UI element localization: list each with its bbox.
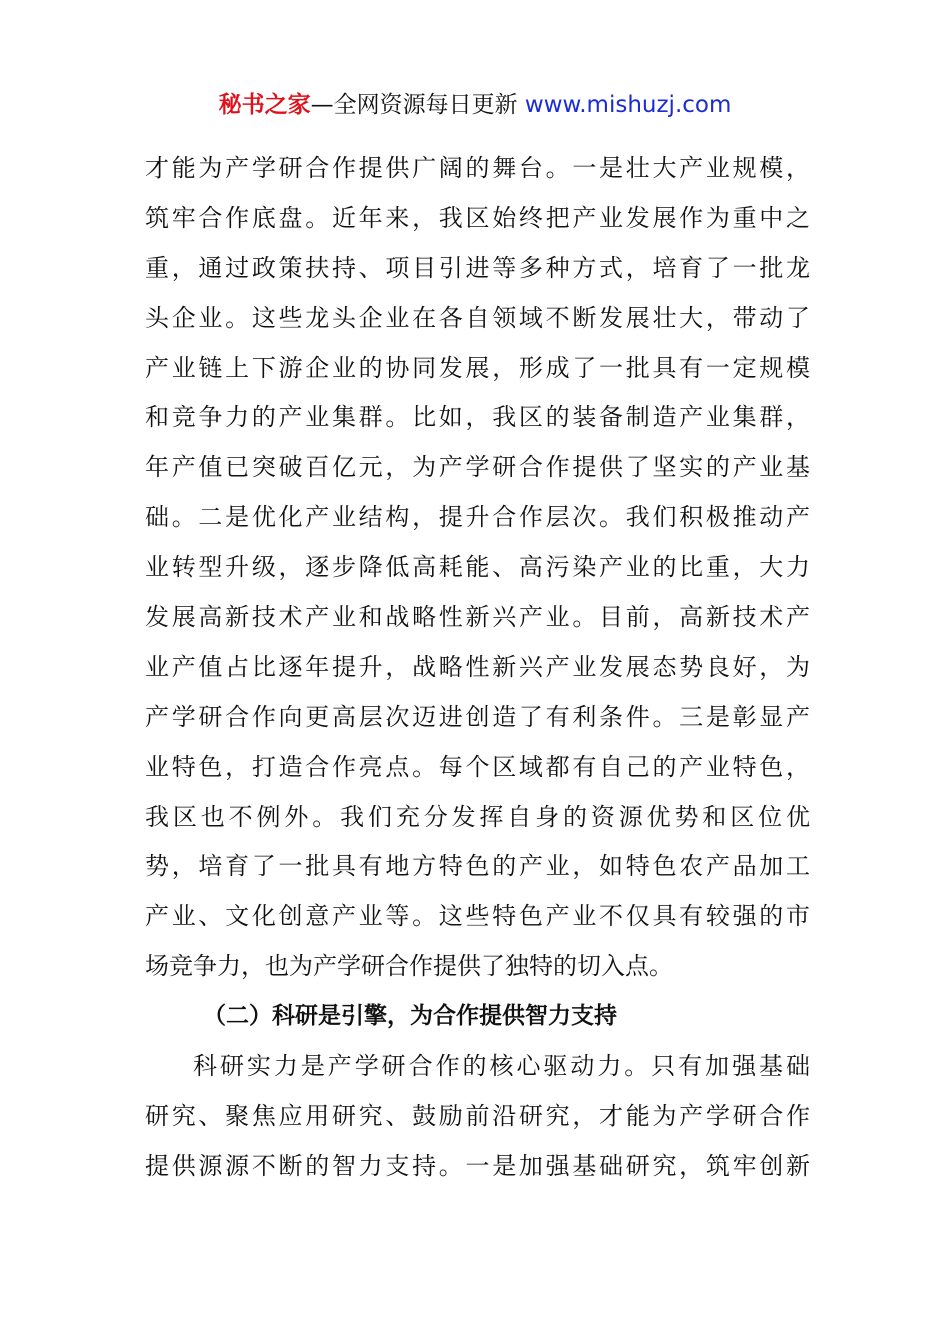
text-line: 势，培育了一批具有地方特色的产业，如特色农产品加工 [145, 852, 810, 881]
site-url-link[interactable]: www.mishuzj.com [524, 92, 732, 118]
text-line: 发展高新技术产业和战略性新兴产业。目前，高新技术产 [145, 603, 810, 632]
site-header [0, 88, 950, 122]
text-line: 产业、文化创意产业等。这些特色产业不仅具有较强的市 [145, 902, 810, 931]
text-line: 提供源源不断的智力支持。一是加强基础研究，筑牢创新 [145, 1151, 810, 1180]
text-line: 场竞争力，也为产学研合作提供了独特的切入点。 [145, 952, 673, 981]
text-line: 头企业。这些龙头企业在各自领域不断发展壮大，带动了 [145, 303, 810, 332]
text-line: 科研实力是产学研合作的核心驱动力。只有加强基础 [193, 1052, 810, 1081]
header-tagline: —全网资源每日更新 [310, 92, 525, 118]
text-line: 研究、聚焦应用研究、鼓励前沿研究，才能为产学研合作 [145, 1101, 810, 1130]
text-line: 我区也不例外。我们充分发挥自身的资源优势和区位优 [145, 802, 810, 831]
text-line: 础。二是优化产业结构，提升合作层次。我们积极推动产 [145, 503, 810, 532]
brand-name: 秘书之家 [218, 92, 311, 118]
text-line: 产业链上下游企业的协同发展，形成了一批具有一定规模 [145, 353, 810, 382]
text-line: 筑牢合作底盘。近年来，我区始终把产业发展作为重中之 [145, 203, 810, 232]
text-line: 业转型升级，逐步降低高耗能、高污染产业的比重，大力 [145, 553, 810, 582]
document-body [145, 144, 810, 1192]
text-line: 才能为产学研合作提供广阔的舞台。一是壮大产业规模， [145, 154, 810, 182]
text-line: 产学研合作向更高层次迈进创造了有利条件。三是彰显产 [145, 702, 810, 731]
text-line: 业特色，打造合作亮点。每个区域都有自己的产业特色， [145, 752, 810, 781]
text-line: 业产值占比逐年提升，战略性新兴产业发展态势良好，为 [145, 652, 810, 681]
text-line: 年产值已突破百亿元，为产学研合作提供了坚实的产业基 [145, 453, 810, 482]
text-line: 重，通过政策扶持、项目引进等多种方式，培育了一批龙 [145, 253, 810, 282]
section-heading: （二）科研是引擎，为合作提供智力支持 [203, 1003, 617, 1030]
text-line: 和竞争力的产业集群。比如，我区的装备制造产业集群， [145, 403, 810, 432]
